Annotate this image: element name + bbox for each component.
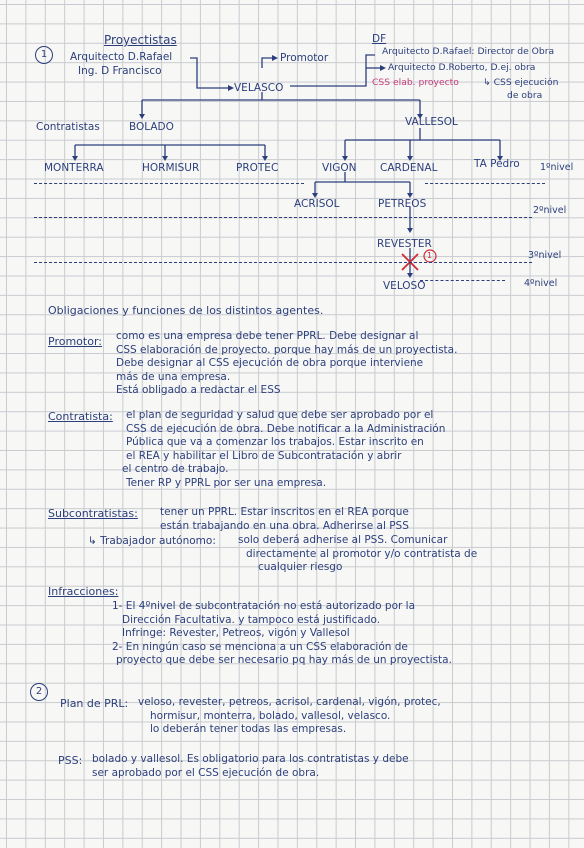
autonomo-line: cualquier riesgo xyxy=(258,561,343,573)
node-hormisur: HORMISUR xyxy=(142,162,200,174)
node-veloso: VELOSO xyxy=(383,280,426,292)
autonomo-label: ↳ Trabajador autónomo: xyxy=(88,535,216,547)
level-3-label: 3ºnivel xyxy=(528,250,562,261)
level-2-label: 2ºnivel xyxy=(533,205,567,216)
obligaciones-title: Obligaciones y funciones de los distintos agentes. xyxy=(48,304,324,317)
node-petreos: PETREOS xyxy=(378,198,427,210)
df-line1: Arquitecto D.Rafael: Director de Obra xyxy=(382,46,555,57)
node-cardenal: CARDENAL xyxy=(380,162,438,174)
promotor-block-text xyxy=(116,330,457,398)
df-de-obra: de obra xyxy=(507,90,543,101)
infracciones-line: Dirección Facultativa. y tampoco está justificado. xyxy=(122,613,381,626)
subcontratistas-line: están trabajando en una obra. Adherirse al PSS xyxy=(160,519,409,532)
autonomo-line: solo deberá adherise al PSS. Comunicar xyxy=(238,534,448,546)
node-vallesol: VALLESOL xyxy=(405,116,458,128)
node-monterra: MONTERRA xyxy=(44,162,104,174)
proyectistas-line2: Ing. D Francisco xyxy=(78,65,162,77)
infracciones-line: 2- En ningún caso se menciona a un CSS elaboración de xyxy=(112,640,408,653)
promotor-line: más de una empresa. xyxy=(116,370,231,383)
promotor-line: Está obligado a redactar el ESS xyxy=(116,384,281,396)
subcontratistas-block-text xyxy=(160,506,409,533)
df-title: DF xyxy=(372,33,387,45)
promotor-line: CSS elaboración de proyecto. porque hay más de un proyectista. xyxy=(116,343,458,356)
node-velasco: VELASCO xyxy=(234,82,284,94)
plan-prl-line: hormisur, monterra, bolado, vallesol, velasco. xyxy=(150,709,391,722)
section-1-number: 1 xyxy=(35,46,53,64)
level1-dashline-right xyxy=(425,183,545,184)
infracciones-title: Infracciones: xyxy=(48,585,119,598)
level-1-label: 1ºnivel xyxy=(540,162,574,173)
node-revester: REVESTER xyxy=(377,238,432,250)
promotor-block-label: Promotor: xyxy=(48,335,102,348)
node-vigon: VIGON xyxy=(322,162,357,174)
plan-prl-label: Plan de PRL: xyxy=(60,697,129,710)
node-protec: PROTEC xyxy=(236,162,279,174)
pss-line: bolado y vallesol. Es obligatorio para los contratistas y debe xyxy=(92,753,409,765)
df-css-elab-proyecto: CSS elab. proyecto xyxy=(372,77,459,88)
section-2-number: 2 xyxy=(30,683,48,701)
level1-dashline xyxy=(34,183,304,184)
level4-dashline xyxy=(420,280,505,281)
contratista-line: el centro de trabajo. xyxy=(122,463,229,475)
df-line2: Arquitecto D.Roberto, D.ej. obra xyxy=(388,62,536,73)
promotor-line: Debe designar al CSS ejecución de obra porque interviene xyxy=(116,357,424,369)
infracciones-line: Infringe: Revester, Petreos, vigón y Vallesol xyxy=(122,627,350,639)
proyectistas-title: Proyectistas xyxy=(104,33,177,47)
contratista-block-label: Contratista: xyxy=(48,410,113,423)
level2-dashline xyxy=(34,217,532,218)
autonomo-text xyxy=(238,534,477,575)
contratista-line: Pública que va a comenzar los trabajos. Estar inscrito en xyxy=(126,436,424,448)
contratista-line: el REA y habilitar el Libro de Subcontratación y abrir xyxy=(126,449,402,462)
node-acrisol: ACRISOL xyxy=(294,198,340,210)
level3-dashline xyxy=(34,262,532,263)
df-css-ejecucion: ↳ CSS ejecución xyxy=(483,77,559,88)
plan-prl-line: veloso, revester, petreos, acrisol, cardenal, vigón, protec, xyxy=(138,696,441,708)
promotor-line: como es una empresa debe tener PPRL. Debe designar al xyxy=(116,330,419,342)
infracciones-text xyxy=(112,600,452,668)
contratista-line: Tener RP y PPRL por ser una empresa. xyxy=(126,476,327,489)
plan-prl-line: lo deberán tener todas las empresas. xyxy=(150,723,347,735)
autonomo-line: directamente al promotor y/o contratista de xyxy=(246,547,478,560)
subcontratistas-block-label: Subcontratistas: xyxy=(48,507,138,520)
infracciones-line: 1- El 4ºnivel de subcontratación no está autorizado por la xyxy=(112,600,416,612)
pss-label: PSS: xyxy=(58,754,83,767)
promotor-label: Promotor xyxy=(280,52,329,64)
plan-prl-text xyxy=(138,696,441,737)
node-bolado: BOLADO xyxy=(129,121,174,133)
contratista-line: el plan de seguridad y salud que debe ser aprobado por el xyxy=(126,409,434,421)
proyectistas-line1: Arquitecto D.Rafael xyxy=(70,51,173,63)
level-4-label: 4ºnivel xyxy=(524,278,558,289)
contratista-line: CSS de ejecución de obra. Debe notificar a la Administración xyxy=(126,422,446,435)
contratistas-label: Contratistas xyxy=(36,121,100,133)
pss-text xyxy=(92,753,409,780)
contratista-block-text xyxy=(122,409,446,490)
infraction-mark: 1 xyxy=(427,251,433,260)
node-ta-pedro: TA Pedro xyxy=(474,158,520,170)
infracciones-line: proyecto que debe ser necesario pq hay más de un proyectista. xyxy=(116,654,452,666)
subcontratistas-line: tener un PPRL. Estar inscritos en el REA porque xyxy=(160,506,409,518)
pss-line: ser aprobado por el CSS ejecución de obra. xyxy=(92,766,320,779)
